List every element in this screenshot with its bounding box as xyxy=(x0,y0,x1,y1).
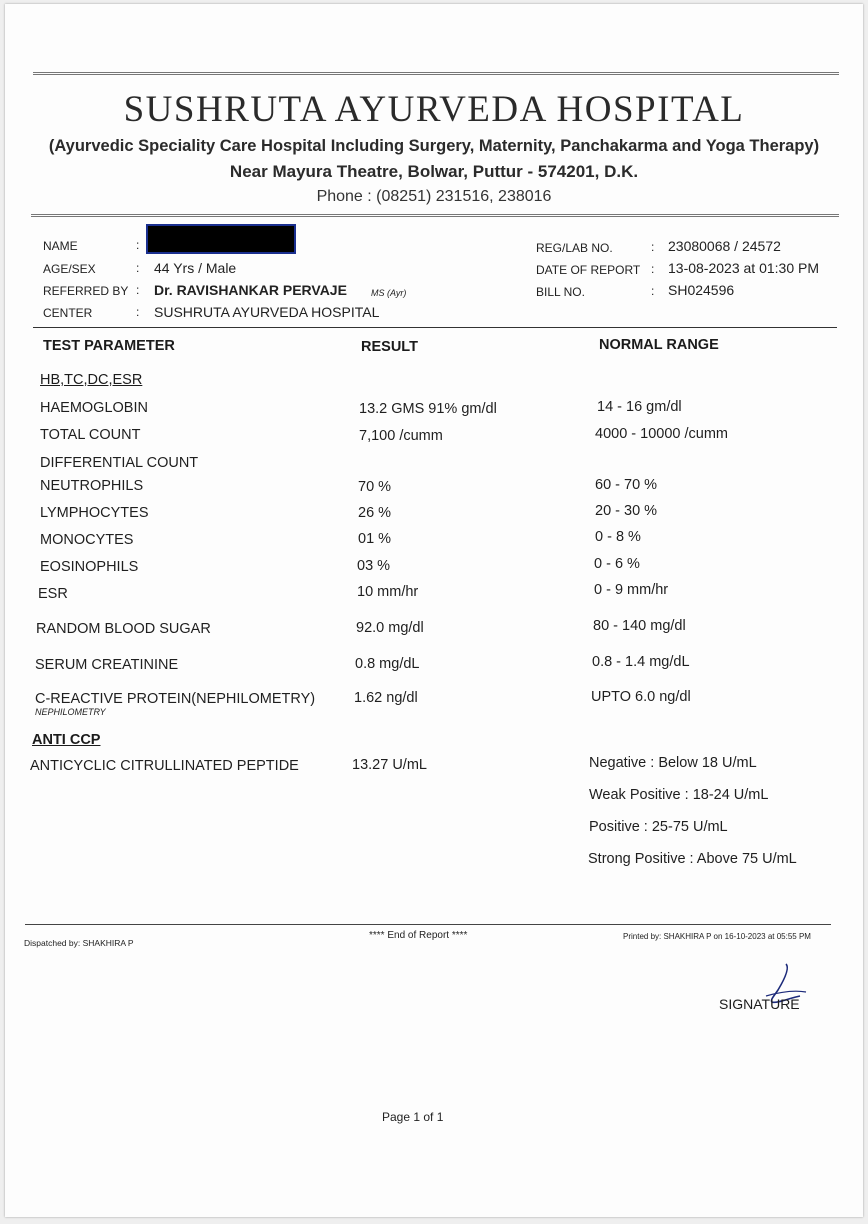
test-param: ANTICYCLIC CITRULLINATED PEPTIDE xyxy=(30,758,299,774)
test-range: 20 - 30 % xyxy=(595,503,658,519)
end-of-report: **** End of Report **** xyxy=(369,930,468,941)
reg-value: 23080068 / 24572 xyxy=(668,238,781,254)
dispatched-by: Dispatched by: SHAKHIRA P xyxy=(24,938,134,948)
redacted-name xyxy=(146,224,296,254)
reg-label: REG/LAB NO. xyxy=(536,241,613,255)
age-colon: : xyxy=(136,261,140,275)
test-param: SERUM CREATININE xyxy=(35,657,179,673)
test-result: 70 % xyxy=(358,479,392,495)
test-result: 7,100 /cumm xyxy=(359,428,443,444)
ccp-range-weak: Weak Positive : 18-24 U/mL xyxy=(589,787,769,803)
hospital-tagline: (Ayurvedic Speciality Care Hospital Including Surgery, Maternity, Panchakarma and Yoga Therapy) xyxy=(48,137,820,155)
name-label: NAME xyxy=(43,239,78,253)
test-range: Negative : Below 18 U/mL xyxy=(589,755,757,771)
col-header-range: NORMAL RANGE xyxy=(599,337,719,353)
date-value: 13-08-2023 at 01:30 PM xyxy=(668,260,819,276)
test-result: 10 mm/hr xyxy=(357,584,419,600)
footer-divider xyxy=(25,924,831,925)
test-range: 0 - 6 % xyxy=(594,556,640,572)
test-param: HAEMOGLOBIN xyxy=(40,400,148,416)
test-result: 26 % xyxy=(358,505,392,521)
test-range: 0.8 - 1.4 mg/dL xyxy=(592,654,690,670)
patient-divider xyxy=(33,327,837,328)
test-range: 80 - 140 mg/dl xyxy=(593,618,686,634)
referred-value: Dr. RAVISHANKAR PERVAJE xyxy=(154,282,347,298)
test-result: 0.8 mg/dL xyxy=(355,656,420,672)
signature-label: SIGNATURE xyxy=(719,996,800,1012)
age-value: 44 Yrs / Male xyxy=(154,260,237,276)
report-page xyxy=(5,4,863,1217)
center-label: CENTER xyxy=(43,306,93,320)
test-param: LYMPHOCYTES xyxy=(40,505,149,521)
center-colon: : xyxy=(136,305,140,319)
section-hb: HB,TC,DC,ESR xyxy=(40,372,143,388)
name-colon: : xyxy=(136,238,140,252)
bill-value: SH024596 xyxy=(668,282,735,298)
referred-colon: : xyxy=(136,283,140,297)
test-param: ESR xyxy=(38,586,68,602)
age-label: AGE/SEX xyxy=(43,262,96,276)
header-bottom-rule xyxy=(31,214,839,217)
test-param: C-REACTIVE PROTEIN(NEPHILOMETRY) xyxy=(35,691,316,707)
test-range: 60 - 70 % xyxy=(595,477,658,493)
col-header-result: RESULT xyxy=(361,339,418,355)
referred-suffix: MS (Ayr) xyxy=(371,288,407,298)
test-range: 0 - 9 mm/hr xyxy=(594,582,669,598)
test-result: 1.62 ng/dl xyxy=(354,690,418,706)
bill-colon: : xyxy=(651,284,655,298)
referred-label: REFERRED BY xyxy=(43,284,129,298)
test-result: 92.0 mg/dl xyxy=(356,620,424,636)
bill-label: BILL NO. xyxy=(536,285,585,299)
test-range: 0 - 8 % xyxy=(595,529,641,545)
hospital-phone: Phone : (08251) 231516, 238016 xyxy=(316,188,552,205)
test-result: 13.2 GMS 91% gm/dl xyxy=(359,401,497,417)
test-param: MONOCYTES xyxy=(40,532,134,548)
ccp-range-strong: Strong Positive : Above 75 U/mL xyxy=(588,851,797,867)
test-param: NEUTROPHILS xyxy=(40,478,144,494)
section-anti-ccp: ANTI CCP xyxy=(32,732,101,748)
test-param: TOTAL COUNT xyxy=(40,427,141,443)
date-colon: : xyxy=(651,262,655,276)
reg-colon: : xyxy=(651,240,655,254)
test-param-sub: NEPHILOMETRY xyxy=(35,707,106,717)
test-result: 01 % xyxy=(358,531,392,547)
col-header-param: TEST PARAMETER xyxy=(43,338,175,354)
center-value: SUSHRUTA AYURVEDA HOSPITAL xyxy=(154,304,380,320)
test-param: EOSINOPHILS xyxy=(40,559,139,575)
printed-by: Printed by: SHAKHIRA P on 16-10-2023 at 05:55 PM xyxy=(623,932,811,941)
ccp-range-positive: Positive : 25-75 U/mL xyxy=(589,819,728,835)
test-range: 14 - 16 gm/dl xyxy=(597,399,682,415)
section-differential: DIFFERENTIAL COUNT xyxy=(40,455,199,471)
test-range: 4000 - 10000 /cumm xyxy=(595,426,728,442)
hospital-address: Near Mayura Theatre, Bolwar, Puttur - 574201, D.K. xyxy=(229,162,639,181)
test-result: 03 % xyxy=(357,558,391,574)
test-param: RANDOM BLOOD SUGAR xyxy=(36,621,211,637)
date-label: DATE OF REPORT xyxy=(536,263,641,277)
page-number: Page 1 of 1 xyxy=(382,1110,444,1124)
header-top-rule xyxy=(33,72,839,75)
test-result: 13.27 U/mL xyxy=(352,757,427,773)
test-range: UPTO 6.0 ng/dl xyxy=(591,689,691,705)
hospital-name: SUSHRUTA AYURVEDA HOSPITAL xyxy=(123,89,745,130)
